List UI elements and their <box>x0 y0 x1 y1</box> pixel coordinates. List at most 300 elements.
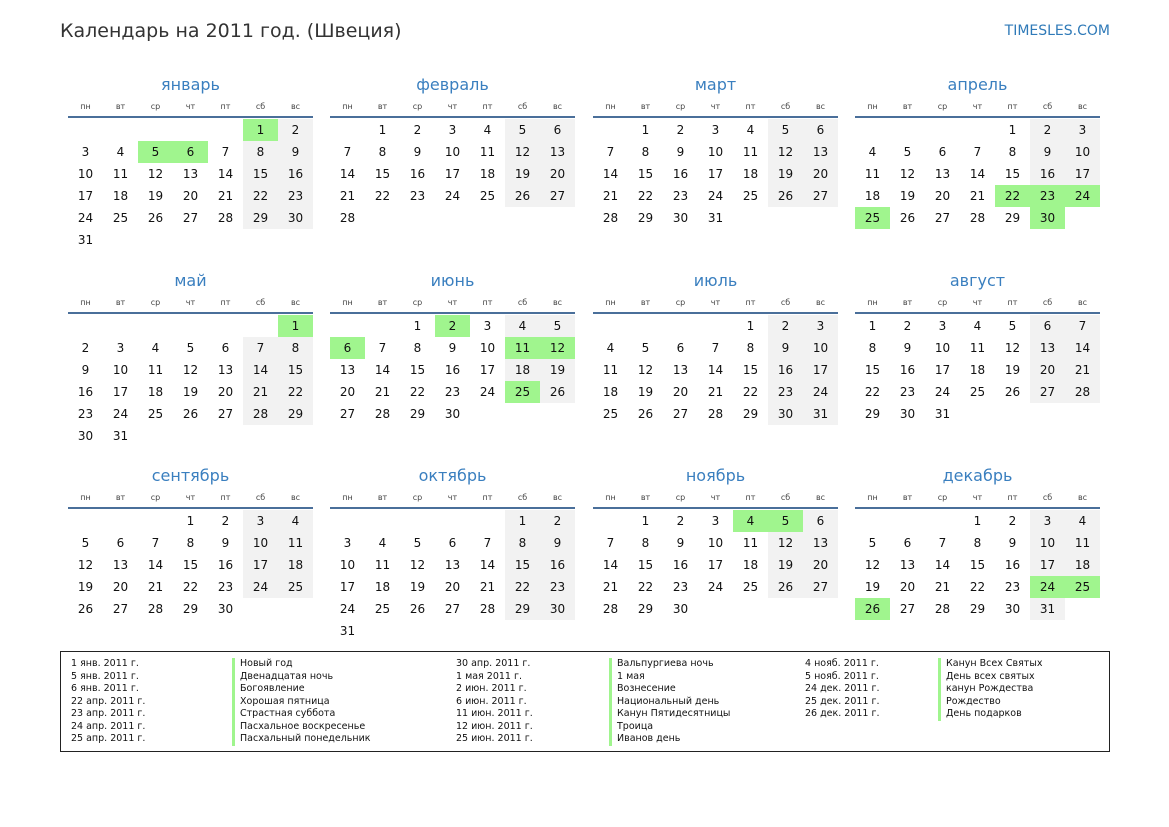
day-cell: 10 <box>77 167 94 181</box>
legend-holiday-name: 1 мая <box>609 671 730 684</box>
day-cell: 21 <box>969 189 986 203</box>
day-cell: 16 <box>1030 163 1065 185</box>
day-cell: 23 <box>540 576 575 598</box>
weekday-label: пт <box>220 101 231 111</box>
site-link[interactable]: TIMESLES.COM <box>1004 23 1110 39</box>
day-cell: 14 <box>374 363 391 377</box>
day-cell: 16 <box>217 558 234 572</box>
day-cell: 1 <box>973 514 982 528</box>
day-cell: 12 <box>77 558 94 572</box>
day-cell: 15 <box>243 163 278 185</box>
day-cell: 18 <box>278 554 313 576</box>
day-cell: 27 <box>112 602 129 616</box>
empty-cell <box>330 315 365 337</box>
day-cell: 28 <box>479 602 496 616</box>
weekday-label: вс <box>290 297 301 307</box>
day-cell: 17 <box>934 363 951 377</box>
weekday-label: вт <box>377 297 388 307</box>
day-grid <box>593 509 838 620</box>
weekday-label: чт <box>710 492 721 502</box>
day-cell: 16 <box>409 167 426 181</box>
day-cell: 2 <box>413 123 422 137</box>
weekday-label: вт <box>377 492 388 502</box>
day-cell: 6 <box>803 510 838 532</box>
day-cell: 13 <box>803 532 838 554</box>
day-cell: 17 <box>707 167 724 181</box>
weekday-label: пт <box>1007 492 1018 502</box>
day-cell: 26 <box>899 211 916 225</box>
day-cell: 12 <box>505 141 540 163</box>
day-cell: 8 <box>413 341 422 355</box>
day-cell: 24 <box>77 211 94 225</box>
weekday-label: пн <box>80 492 91 502</box>
day-cell: 26 <box>637 407 654 421</box>
day-cell: 9 <box>903 341 912 355</box>
weekday-header <box>68 487 313 509</box>
legend-date: 24 дек. 2011 г. <box>805 683 880 694</box>
weekday-label: чт <box>447 492 458 502</box>
day-cell: 19 <box>864 580 881 594</box>
day-cell: 17 <box>444 167 461 181</box>
day-cell: 29 <box>969 602 986 616</box>
day-cell: 11 <box>602 363 619 377</box>
weekday-label: вт <box>902 492 913 502</box>
weekday-label: вт <box>902 101 913 111</box>
day-cell: 14 <box>707 363 724 377</box>
day-cell: 9 <box>81 363 90 377</box>
month-block <box>593 465 838 620</box>
day-cell: 17 <box>77 189 94 203</box>
empty-cell <box>103 119 138 141</box>
day-cell: 19 <box>899 189 916 203</box>
day-cell: 24 <box>112 407 129 421</box>
day-cell: 25 <box>742 580 759 594</box>
month-name: декабрь <box>942 466 1013 485</box>
day-cell: 15 <box>969 558 986 572</box>
day-cell: 23 <box>77 407 94 421</box>
empty-cell <box>138 119 173 141</box>
day-cell: 24 <box>1065 185 1100 207</box>
day-cell: 2 <box>676 123 685 137</box>
day-cell: 6 <box>330 337 365 359</box>
day-cell: 6 <box>676 341 685 355</box>
day-cell: 11 <box>147 363 164 377</box>
month-name: июнь <box>430 271 475 290</box>
legend-date: 12 июн. 2011 г. <box>456 720 533 732</box>
day-cell: 21 <box>602 580 619 594</box>
day-cell: 4 <box>483 123 492 137</box>
day-cell: 30 <box>672 211 689 225</box>
weekday-label: чт <box>972 492 983 502</box>
day-cell: 21 <box>602 189 619 203</box>
day-cell: 10 <box>803 337 838 359</box>
weekday-label: вт <box>377 101 388 111</box>
day-cell: 30 <box>768 403 803 425</box>
day-cell: 24 <box>444 189 461 203</box>
day-cell: 18 <box>1065 554 1100 576</box>
day-cell: 19 <box>768 163 803 185</box>
day-cell: 11 <box>742 145 759 159</box>
day-cell: 3 <box>483 319 492 333</box>
day-cell: 29 <box>505 598 540 620</box>
day-cell: 1 <box>186 514 195 528</box>
day-cell: 17 <box>243 554 278 576</box>
day-cell: 1 <box>505 510 540 532</box>
weekday-label: вт <box>115 101 126 111</box>
day-cell: 12 <box>147 167 164 181</box>
day-cell: 15 <box>637 558 654 572</box>
legend-date: 5 нояб. 2011 г. <box>805 670 879 682</box>
day-cell: 15 <box>864 363 881 377</box>
day-cell: 6 <box>173 141 208 163</box>
weekday-label: вс <box>1077 492 1088 502</box>
day-cell: 15 <box>505 554 540 576</box>
weekday-label: сб <box>1042 297 1053 307</box>
weekday-header <box>593 292 838 314</box>
day-cell: 21 <box>479 580 496 594</box>
day-cell: 24 <box>707 189 724 203</box>
day-cell: 25 <box>374 602 391 616</box>
day-cell: 21 <box>243 381 278 403</box>
day-cell: 14 <box>934 558 951 572</box>
day-cell: 17 <box>479 363 496 377</box>
day-cell: 7 <box>378 341 387 355</box>
day-cell: 3 <box>1030 510 1065 532</box>
page-title: Календарь на 2011 год. (Швеция) <box>60 20 402 42</box>
day-cell: 27 <box>672 407 689 421</box>
day-cell: 5 <box>641 341 650 355</box>
day-cell: 10 <box>707 536 724 550</box>
day-cell: 21 <box>707 385 724 399</box>
day-cell: 20 <box>182 189 199 203</box>
legend-date: 4 нояб. 2011 г. <box>805 658 879 669</box>
day-cell: 3 <box>116 341 125 355</box>
day-cell: 21 <box>374 385 391 399</box>
empty-cell <box>68 119 103 141</box>
day-cell: 19 <box>505 163 540 185</box>
day-cell: 12 <box>409 558 426 572</box>
day-cell: 22 <box>637 189 654 203</box>
weekday-label: чт <box>972 297 983 307</box>
legend-date-column <box>71 658 145 746</box>
day-cell: 8 <box>505 532 540 554</box>
day-cell: 9 <box>278 141 313 163</box>
day-cell: 23 <box>672 580 689 594</box>
day-cell: 23 <box>444 385 461 399</box>
day-cell: 2 <box>903 319 912 333</box>
day-cell: 16 <box>1004 558 1021 572</box>
day-cell: 3 <box>343 536 352 550</box>
day-cell: 20 <box>339 385 356 399</box>
day-cell: 14 <box>339 167 356 181</box>
day-cell: 5 <box>540 315 575 337</box>
day-cell: 3 <box>1065 119 1100 141</box>
legend-date: 5 янв. 2011 г. <box>71 670 139 682</box>
weekday-label: вт <box>640 297 651 307</box>
day-cell: 30 <box>672 602 689 616</box>
weekday-header <box>330 487 575 509</box>
day-cell: 2 <box>1008 514 1017 528</box>
empty-cell <box>173 119 208 141</box>
legend-holiday-name: канун Рождества <box>938 683 1042 696</box>
day-cell: 10 <box>112 363 129 377</box>
day-grid <box>855 118 1100 229</box>
day-cell: 16 <box>77 385 94 399</box>
month-block <box>330 270 575 425</box>
weekday-label: пн <box>605 297 616 307</box>
day-cell: 28 <box>934 602 951 616</box>
empty-cell <box>243 315 278 337</box>
day-cell: 22 <box>278 381 313 403</box>
day-cell: 12 <box>182 363 199 377</box>
day-cell: 8 <box>243 141 278 163</box>
day-cell: 28 <box>374 407 391 421</box>
legend-name-column <box>232 658 371 746</box>
weekday-label: ср <box>675 101 686 111</box>
day-cell: 25 <box>1065 576 1100 598</box>
day-grid <box>330 118 575 229</box>
day-cell: 16 <box>899 363 916 377</box>
day-cell: 2 <box>278 119 313 141</box>
weekday-label: пн <box>342 492 353 502</box>
weekday-label: сб <box>780 101 791 111</box>
empty-cell <box>855 119 890 141</box>
legend-date: 24 апр. 2011 г. <box>71 720 146 732</box>
day-cell: 9 <box>1008 536 1017 550</box>
day-cell: 1 <box>641 123 650 137</box>
legend-date: 30 апр. 2011 г. <box>456 658 531 669</box>
day-cell: 2 <box>768 315 803 337</box>
month-name: июль <box>693 271 738 290</box>
day-cell: 27 <box>540 185 575 207</box>
empty-cell <box>435 510 470 532</box>
weekday-label: пн <box>605 492 616 502</box>
day-cell: 29 <box>278 403 313 425</box>
day-cell: 22 <box>864 385 881 399</box>
empty-cell <box>400 510 435 532</box>
legend-date: 22 апр. 2011 г. <box>71 695 146 707</box>
day-cell: 26 <box>147 211 164 225</box>
day-cell: 19 <box>147 189 164 203</box>
legend-date-column <box>805 658 880 721</box>
day-cell: 18 <box>864 189 881 203</box>
month-name: май <box>174 271 207 290</box>
day-cell: 15 <box>637 167 654 181</box>
day-cell: 13 <box>112 558 129 572</box>
weekday-label: пн <box>342 297 353 307</box>
weekday-label: ср <box>937 492 948 502</box>
day-cell: 2 <box>81 341 90 355</box>
weekday-label: пт <box>482 297 493 307</box>
day-grid <box>855 509 1100 620</box>
legend-holiday-name: Страстная суббота <box>232 708 371 721</box>
day-cell: 20 <box>899 580 916 594</box>
month-block <box>68 74 313 251</box>
month-name: январь <box>161 75 220 94</box>
legend-holiday-name: Хорошая пятница <box>232 696 371 709</box>
weekday-label: вс <box>290 492 301 502</box>
weekday-label: сб <box>517 297 528 307</box>
day-cell: 19 <box>182 385 199 399</box>
day-cell: 5 <box>413 536 422 550</box>
day-cell: 14 <box>479 558 496 572</box>
weekday-label: вт <box>640 101 651 111</box>
day-cell: 11 <box>112 167 129 181</box>
day-cell: 23 <box>768 381 803 403</box>
day-cell: 20 <box>803 163 838 185</box>
day-cell: 22 <box>182 580 199 594</box>
weekday-label: сб <box>780 492 791 502</box>
weekday-label: чт <box>710 101 721 111</box>
day-cell: 18 <box>742 558 759 572</box>
empty-cell <box>208 119 243 141</box>
empty-cell <box>365 315 400 337</box>
day-cell: 28 <box>217 211 234 225</box>
day-cell: 9 <box>221 536 230 550</box>
day-cell: 13 <box>803 141 838 163</box>
day-cell: 23 <box>899 385 916 399</box>
day-cell: 20 <box>217 385 234 399</box>
day-cell: 9 <box>540 532 575 554</box>
month-block <box>330 74 575 229</box>
empty-cell <box>68 510 103 532</box>
empty-cell <box>628 315 663 337</box>
weekday-label: ср <box>412 297 423 307</box>
legend-date: 23 апр. 2011 г. <box>71 708 146 719</box>
day-cell: 15 <box>278 359 313 381</box>
day-cell: 22 <box>243 185 278 207</box>
day-cell: 12 <box>540 337 575 359</box>
day-cell: 24 <box>803 381 838 403</box>
day-cell: 9 <box>768 337 803 359</box>
day-cell: 29 <box>637 211 654 225</box>
weekday-label: пт <box>220 492 231 502</box>
weekday-label: сб <box>255 101 266 111</box>
month-name: март <box>694 75 737 94</box>
day-cell: 17 <box>112 385 129 399</box>
weekday-label: пн <box>342 101 353 111</box>
day-cell: 1 <box>413 319 422 333</box>
legend-holiday-name: Национальный день <box>609 696 730 709</box>
day-cell: 5 <box>81 536 90 550</box>
day-cell: 14 <box>217 167 234 181</box>
day-cell: 5 <box>768 510 803 532</box>
day-cell: 8 <box>868 341 877 355</box>
day-cell: 13 <box>444 558 461 572</box>
day-cell: 7 <box>1065 315 1100 337</box>
legend-holiday-name: Новый год <box>232 658 371 671</box>
day-cell: 4 <box>1065 510 1100 532</box>
day-cell: 22 <box>409 385 426 399</box>
empty-cell <box>470 510 505 532</box>
weekday-label: ср <box>937 101 948 111</box>
empty-cell <box>593 119 628 141</box>
day-cell: 23 <box>672 189 689 203</box>
day-cell: 22 <box>742 385 759 399</box>
day-cell: 28 <box>707 407 724 421</box>
day-cell: 11 <box>969 341 986 355</box>
weekday-label: чт <box>447 297 458 307</box>
day-cell: 6 <box>938 145 947 159</box>
weekday-label: чт <box>185 297 196 307</box>
day-cell: 4 <box>733 510 768 532</box>
day-cell: 28 <box>147 602 164 616</box>
day-cell: 8 <box>1008 145 1017 159</box>
legend-date: 25 дек. 2011 г. <box>805 695 880 707</box>
month-block <box>68 270 313 447</box>
legend-holiday-name: Вальпургиева ночь <box>609 658 730 671</box>
day-cell: 4 <box>606 341 615 355</box>
holiday-legend <box>60 651 1110 752</box>
day-cell: 10 <box>934 341 951 355</box>
day-cell: 1 <box>641 514 650 528</box>
day-cell: 15 <box>182 558 199 572</box>
day-cell: 21 <box>934 580 951 594</box>
day-cell: 13 <box>899 558 916 572</box>
legend-date: 6 июн. 2011 г. <box>456 695 527 707</box>
day-cell: 19 <box>409 580 426 594</box>
day-cell: 30 <box>1030 207 1065 229</box>
day-cell: 23 <box>409 189 426 203</box>
day-cell: 20 <box>803 554 838 576</box>
weekday-header <box>330 96 575 118</box>
weekday-label: пн <box>80 297 91 307</box>
day-cell: 25 <box>855 207 890 229</box>
day-cell: 2 <box>676 514 685 528</box>
day-cell: 7 <box>973 145 982 159</box>
day-cell: 27 <box>339 407 356 421</box>
day-cell: 3 <box>711 123 720 137</box>
day-cell: 20 <box>934 189 951 203</box>
day-cell: 15 <box>374 167 391 181</box>
day-cell: 14 <box>969 167 986 181</box>
legend-name-column <box>938 658 1042 721</box>
legend-date: 25 июн. 2011 г. <box>456 733 533 744</box>
day-cell: 1 <box>746 319 755 333</box>
day-cell: 26 <box>768 576 803 598</box>
empty-cell <box>855 510 890 532</box>
weekday-label: ср <box>412 492 423 502</box>
month-block <box>330 465 575 642</box>
day-grid <box>330 509 575 642</box>
weekday-label: ср <box>150 297 161 307</box>
day-cell: 29 <box>182 602 199 616</box>
day-cell: 8 <box>278 337 313 359</box>
weekday-label: сб <box>1042 492 1053 502</box>
empty-cell <box>103 510 138 532</box>
day-cell: 30 <box>217 602 234 616</box>
day-cell: 12 <box>864 558 881 572</box>
day-cell: 6 <box>803 119 838 141</box>
month-name: август <box>949 271 1006 290</box>
day-cell: 12 <box>768 141 803 163</box>
day-cell: 19 <box>77 580 94 594</box>
weekday-label: вс <box>552 297 563 307</box>
month-block <box>593 74 838 229</box>
day-cell: 6 <box>221 341 230 355</box>
day-cell: 27 <box>934 211 951 225</box>
day-cell: 24 <box>243 576 278 598</box>
day-cell: 9 <box>448 341 457 355</box>
day-cell: 18 <box>479 167 496 181</box>
weekday-label: пн <box>605 101 616 111</box>
day-cell: 25 <box>969 385 986 399</box>
day-cell: 31 <box>112 429 129 443</box>
day-cell: 3 <box>448 123 457 137</box>
day-grid <box>330 314 575 425</box>
legend-holiday-name: Пасхальный понедельник <box>232 733 371 746</box>
day-cell: 6 <box>903 536 912 550</box>
